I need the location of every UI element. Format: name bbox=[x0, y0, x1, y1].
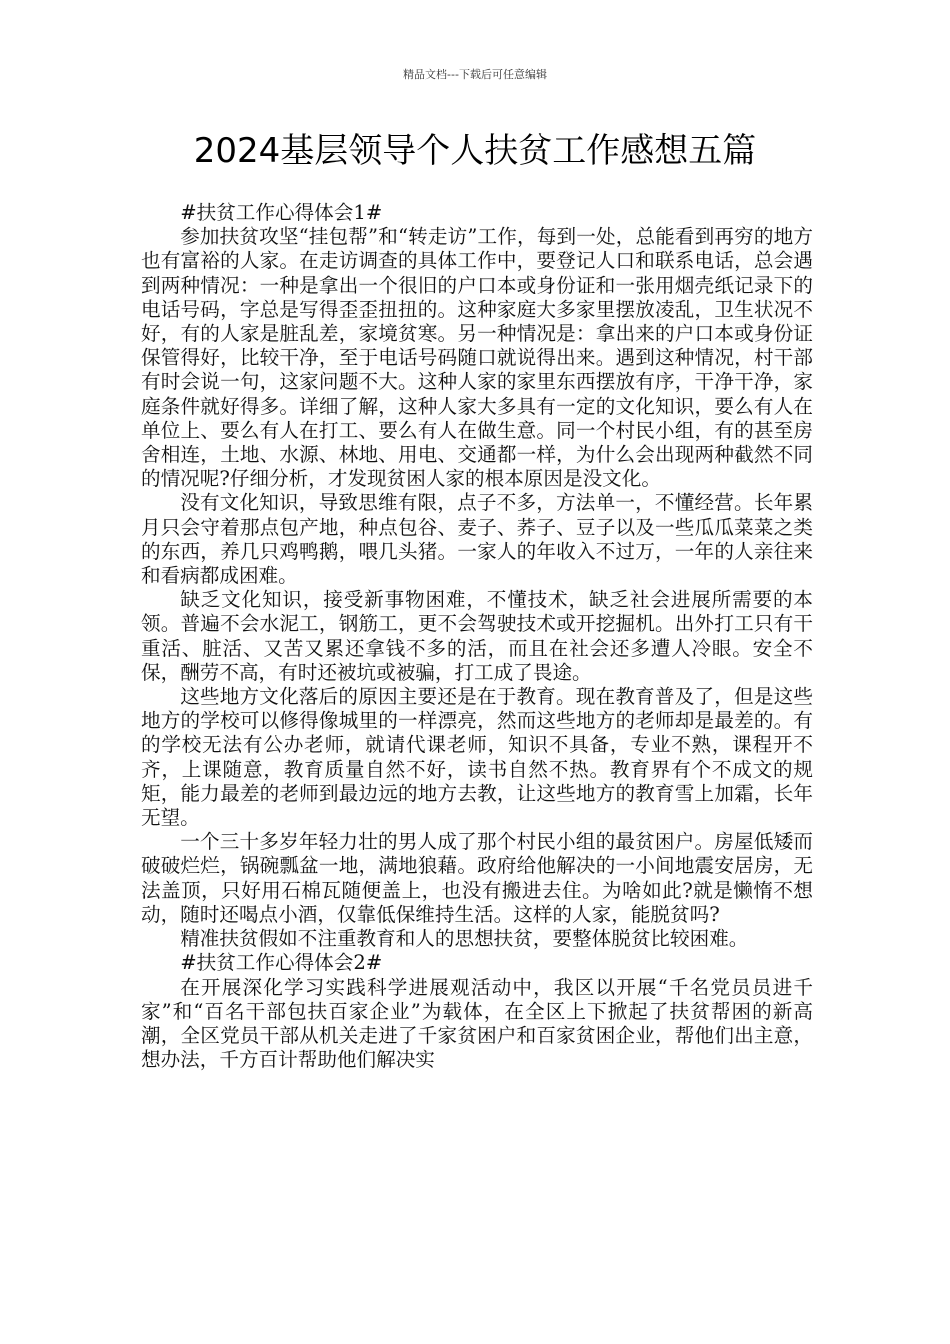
document-body bbox=[141, 201, 813, 1072]
section-heading-2: #扶贫工作心得体会2# bbox=[180, 951, 383, 975]
paragraph: 参加扶贫攻坚“挂包帮”和“转走访”工作，每到一处，总能看到再穷的地方也有富裕的人家。在走访调查的具体工作中，要登记人口和联系电话，总会遇到两种情况：一种是拿出一个很旧的户口本或身份证和一张用烟壳纸记录下的电话号码，字总是写得歪歪扭扭的。这种家庭大多家里摆放凌乱，卫生状况不好，有的人家是脏乱差，家境贫寒。另一种情况是：拿出来的户口本或身份证保管得好，比较干净，至于电话号码随口就说得出来。遇到这种情况，村干部有时会说一句，这家问题不大。这种人家的家里东西摆放有序，干净干净，家庭条件就好得多。详细了解，这种人家大多具有一定的文化知识，要么有人在单位上、要么有人在打工、要么有人在做生意。同一个村民小组，有的甚至房舍相连，土地、水源、林地、用电、交通都一样，为什么会出现两种截然不同的情况呢?仔细分析，才发现贫困人家的根本原因是没文化。 bbox=[141, 225, 813, 491]
paragraph: 没有文化知识，导致思维有限，点子不多，方法单一，不懂经营。长年累月只会守着那点包产地，种点包谷、麦子、荞子、豆子以及一些瓜瓜菜菜之类的东西，养几只鸡鸭鹅，喂几头猪。一家人的年收入不过万，一年的人亲往来和看病都成困难。 bbox=[141, 491, 813, 588]
paragraph: 一个三十多岁年轻力壮的男人成了那个村民小组的最贫困户。房屋低矮而破破烂烂，锅碗瓢盆一地，满地狼藉。政府给他解决的一小间地震安居房，无法盖顶，只好用石棉瓦随便盖上，也没有搬进去住。为啥如此?就是懒惰不想动，随时还喝点小酒，仅靠低保维持生活。这样的人家，能脱贫吗? bbox=[141, 830, 813, 926]
section-heading-1: #扶贫工作心得体会1# bbox=[180, 201, 383, 224]
document-title: 2024基层领导个人扶贫工作感想五篇 bbox=[193, 131, 757, 171]
paragraph: 这些地方文化落后的原因主要还是在于教育。现在教育普及了，但是这些地方的学校可以修得像城里的一样漂亮，然而这些地方的老师却是最差的。有的学校无法有公办老师，就请代课老师，知识不具备，专业不熟，课程开不齐，上课随意，教育质量自然不好，读书自然不热。教育界有个不成文的规矩，能力最差的老师到最边远的地方去教，让这些地方的教育雪上加霜，长年无望。 bbox=[141, 685, 813, 830]
header-note: 精品文档---下载后可任意编辑 bbox=[403, 68, 547, 81]
paragraph: 精准扶贫假如不注重教育和人的思想扶贫，要整体脱贫比较困难。 bbox=[180, 927, 749, 951]
paragraph: 在开展深化学习实践科学进展观活动中，我区以开展“千名党员员进千家”和“百名干部包扶百家企业”为载体，在全区上下掀起了扶贫帮困的新高潮，全区党员干部从机关走进了千家贫困户和百家贫困企业，帮他们出主意，想办法，千方百计帮助他们解决实 bbox=[141, 975, 813, 1072]
paragraph: 缺乏文化知识，接受新事物困难，不懂技术，缺乏社会进展所需要的本领。普遍不会水泥工，钢筋工，更不会驾驶技术或开挖掘机。出外打工只有干重活、脏活、又苦又累还拿钱不多的活，而且在社会还多遭人冷眼。安全不保，酬劳不高，有时还被坑或被骗，打工成了畏途。 bbox=[141, 588, 813, 684]
